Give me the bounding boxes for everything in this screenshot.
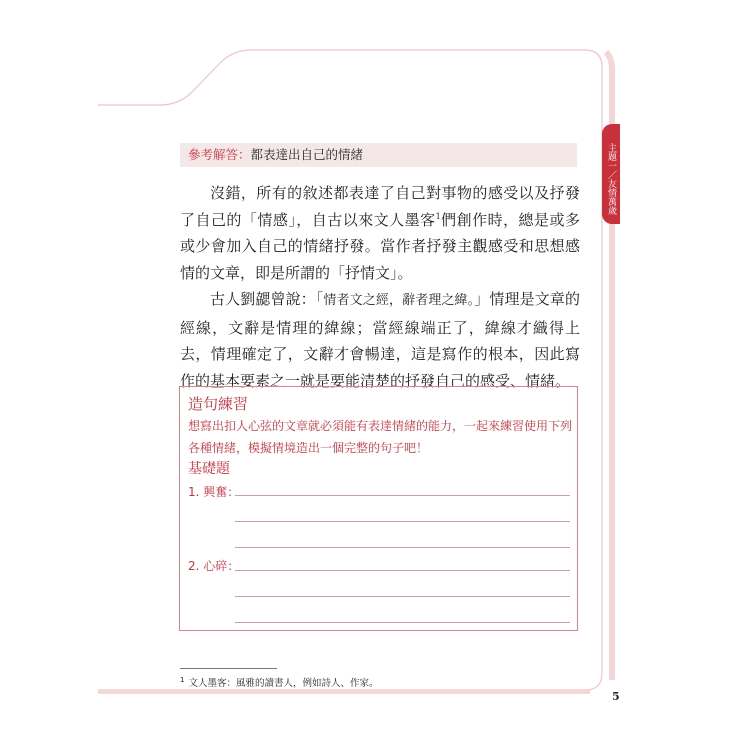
footnote-rule [180, 668, 277, 669]
paragraph-2 [180, 286, 580, 394]
answer-line[interactable] [235, 521, 570, 522]
chapter-side-tab: 主題一／友情萬歲 [602, 124, 620, 224]
answer-line[interactable] [235, 622, 570, 623]
exercise-description: 想寫出扣人心弦的文章就必須能有表達情緒的能力，一起來練習使用下列各種情緒，模擬情境造出一個完整的句子吧！ [188, 419, 573, 455]
question-label-2: 2. 心碎： [188, 559, 240, 573]
exercise-box [179, 386, 578, 631]
paragraph-2-part-a: 古人劉勰曾說：「 [210, 290, 324, 308]
exercise-subtitle: 基礎題 [188, 461, 230, 477]
answer-line[interactable] [235, 495, 570, 496]
question-label-1: 1. 興奮： [188, 485, 240, 499]
footnote-number: 1 [180, 675, 185, 684]
page-number: 5 [612, 690, 620, 703]
paragraph-2-part-b: 」情理是文章的經線，文辭是情理的緯線；當經線端正了，緯線才織得上去，情理確定了，文辭才會暢達，這是寫作的根本，因此寫作的基本要素之一就是要能清楚的抒發自己的感受、情緒。 [180, 290, 580, 390]
answer-bar [180, 143, 577, 167]
answer-line[interactable] [235, 596, 570, 597]
body-text [180, 180, 580, 394]
paragraph-1-part-a: 沒錯，所有的敘述都表達了自己對事物的感受以及抒發了自己的「情感」，自古以來文人墨客 [180, 184, 580, 229]
footnote-text: 文人墨客：風雅的讀書人，例如詩人、作家。 [188, 678, 379, 689]
answer-line[interactable] [235, 570, 570, 571]
paragraph-1 [180, 180, 580, 286]
footnote-ref: 1 [435, 211, 441, 221]
footnote [180, 675, 378, 689]
answer-text: 都表達出自己的情緒 [250, 147, 364, 162]
answer-label: 參考解答： [188, 147, 251, 162]
paragraph-1-part-b: 們創作時，總是或多或少會加入自己的情緒抒發。當作者抒發主觀感受和思想感情的文章，即是所謂的「抒情文」。 [180, 210, 580, 282]
answer-line[interactable] [235, 547, 570, 548]
exercise-title: 造句練習 [188, 395, 249, 413]
classical-quote: 情者文之經，辭者理之緯。 [323, 293, 475, 308]
